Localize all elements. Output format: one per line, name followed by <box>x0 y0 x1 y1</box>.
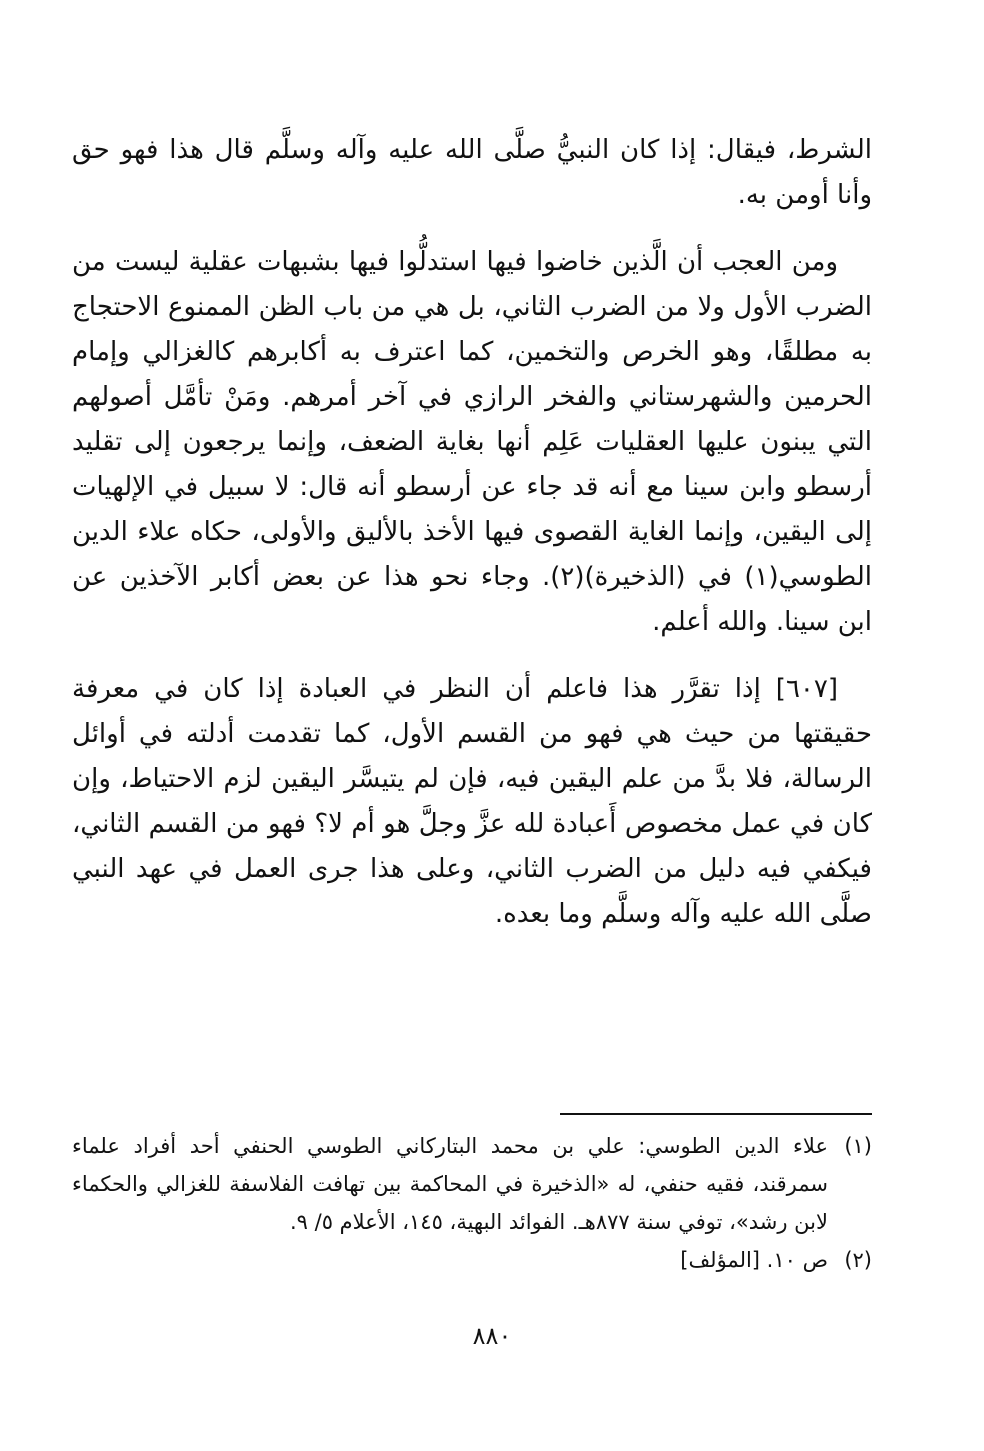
page-number: ٨٨٠ <box>472 1322 512 1350</box>
paragraph-3: [٦٠٧] إذا تقرَّر هذا فاعلم أن النظر في العبادة إذا كان في معرفة حقيقتها من حيث هي فهو من القسم الأول، كما تقدمت أدلته في أوائل الرسالة، فلا بدَّ من علم اليقين فيه، فإن لم يتيسَّر اليقين لزم الاحتياط، وإن كان في عمل مخصوص أَعبادة لله عزَّ وجلَّ هو أم لا؟ فهو من القسم الثاني، فيكفي فيه دليل من الضرب الثاني، وعلى هذا جرى العمل في عهد النبي صلَّى الله عليه وآله وسلَّم وما بعده. <box>72 674 872 929</box>
paragraph-1: الشرط، فيقال: إذا كان النبيُّ صلَّى الله عليه وآله وسلَّم قال هذا فهو حق وأنا أومن به. <box>72 135 872 210</box>
footnote-2-text: ص ١٠. [المؤلف] <box>680 1248 828 1272</box>
footnote-1 <box>72 1127 872 1241</box>
paragraph-2: ومن العجب أن الَّذين خاضوا فيها استدلُّوا فيها بشبهات عقلية ليست من الضرب الأول ولا من الضرب الثاني، بل هي من باب الظن الممنوع الاحتجاج به مطلقًا، وهو الخرص والتخمين، كما اعترف به أكابرهم كالغزالي وإمام الحرمين والشهرستاني والفخر الرازي في آخر أمرهم. ومَنْ تأمَّل أصولهم التي يبنون عليها العقليات عَلِم أنها بغاية الضعف، وإنما يرجعون إلى تقليد أرسطو وابن سينا مع أنه قد جاء عن أرسطو أنه قال: لا سبيل في الإلهيات إلى اليقين، وإنما الغاية القصوى فيها الأخذ بالأليق والأولى، حكاه علاء الدين الطوسي(١) في (الذخيرة)(٢). وجاء نحو هذا عن بعض أكابر الآخذين عن ابن سينا. والله أعلم. <box>72 247 872 637</box>
footnote-1-number: (١) <box>844 1134 872 1158</box>
footnote-2 <box>72 1241 872 1279</box>
main-text <box>72 128 872 937</box>
footnote-divider <box>560 1113 872 1115</box>
footnotes <box>72 1127 872 1279</box>
footnote-1-text: علاء الدين الطوسي: علي بن محمد البتاركاني الطوسي الحنفي أحد أفراد علماء سمرقند، فقيه حنفي، له «الذخيرة في المحاكمة بين تهافت الفلاسفة للغزالي والحكماء لابن رشد»، توفي سنة ٨٧٧هـ. الفوائد البهية، ١٤٥، الأعلام ٥/ ٩. <box>72 1134 828 1234</box>
footnote-2-number: (٢) <box>844 1248 872 1272</box>
